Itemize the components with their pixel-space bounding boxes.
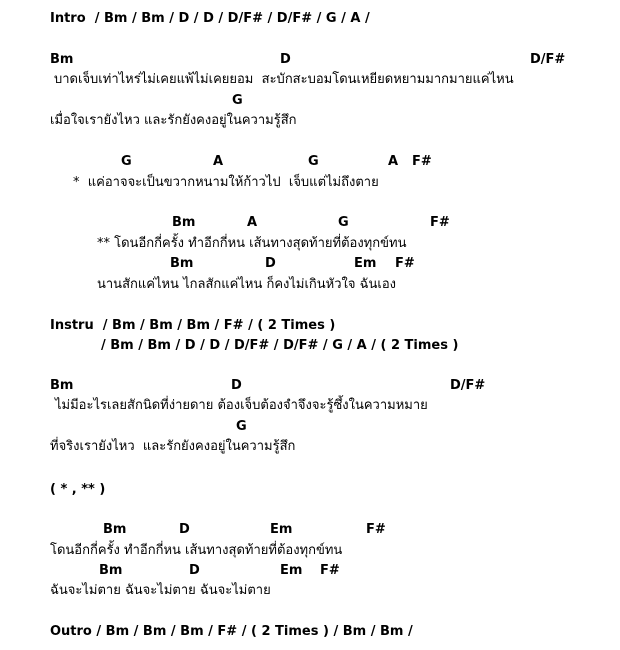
- chord: Em: [280, 563, 303, 578]
- chord: D: [265, 256, 276, 271]
- instru-line: / Bm / Bm / D / D / D/F# / D/F# / G / A / ( 2 Times ): [101, 338, 459, 353]
- chord: G: [338, 215, 349, 230]
- outro-line: Outro / Bm / Bm / Bm / F# / ( 2 Times ) / Bm / Bm /: [50, 624, 413, 639]
- chord: G: [308, 154, 319, 169]
- chord: G: [121, 154, 132, 169]
- chord: D: [231, 378, 242, 393]
- lyric-line: ที่จริงเรายังไหว และรักยังคงอยู่ในความรู้สึก: [50, 439, 296, 454]
- chord: Bm: [170, 256, 194, 271]
- chord: F#: [430, 215, 450, 230]
- chord: D/F#: [530, 52, 566, 67]
- chord: F#: [320, 563, 340, 578]
- chord: Em: [270, 522, 293, 537]
- chord: Bm: [99, 563, 123, 578]
- chord: D: [280, 52, 291, 67]
- lyric-line: นานสักแค่ไหน ไกลสักแค่ไหน ก็คงไม่เกินหัวใจ ฉันเอง: [97, 277, 396, 292]
- chord: G: [236, 419, 247, 434]
- chord: F#: [395, 256, 415, 271]
- chord: G: [232, 93, 243, 108]
- chord: Bm: [50, 52, 74, 67]
- chord: A: [213, 154, 224, 169]
- lyric-line: โดนอีกกี่ครั้ง ทำอีกกี่หน เส้นทางสุดท้ายที่ต้องทุกข์ทน: [50, 543, 343, 558]
- chord: Bm: [50, 378, 74, 393]
- chord: D: [189, 563, 200, 578]
- chord: Bm: [103, 522, 127, 537]
- chord: A: [388, 154, 399, 169]
- chord: Em: [354, 256, 377, 271]
- lyric-line: ไม่มีอะไรเลยสักนิดที่ง่ายดาย ต้องเจ็บต้องจำจึงจะรู้ซึ้งในความหมาย: [55, 398, 428, 413]
- chord: Bm: [172, 215, 196, 230]
- lyric-line: * แค่อาจจะเป็นขวากหนามให้ก้าวไป เจ็บแต่ไม่ถึงตาย: [73, 175, 379, 190]
- chord: F#: [412, 154, 432, 169]
- intro-line: Intro / Bm / Bm / D / D / D/F# / D/F# / G / A /: [50, 11, 370, 26]
- lyric-line: ** โดนอีกกี่ครั้ง ทำอีกกี่หน เส้นทางสุดท้ายที่ต้องทุกข์ทน: [97, 236, 407, 251]
- chord: D/F#: [450, 378, 486, 393]
- chord: A: [247, 215, 258, 230]
- lyric-line: เมื่อใจเรายังไหว และรักยังคงอยู่ในความรู้สึก: [50, 113, 297, 128]
- repeat-marker: ( * , ** ): [50, 482, 106, 497]
- instru-line: Instru / Bm / Bm / Bm / F# / ( 2 Times ): [50, 318, 336, 333]
- chord: F#: [366, 522, 386, 537]
- lyric-line: ฉันจะไม่ตาย ฉันจะไม่ตาย ฉันจะไม่ตาย: [50, 583, 271, 598]
- lyric-line: บาดเจ็บเท่าไหร่ไม่เคยแพ้ไม่เคยยอม สะบักสะบอมโดนเหยียดหยามมากมายแค่ไหน: [54, 72, 514, 87]
- chord: D: [179, 522, 190, 537]
